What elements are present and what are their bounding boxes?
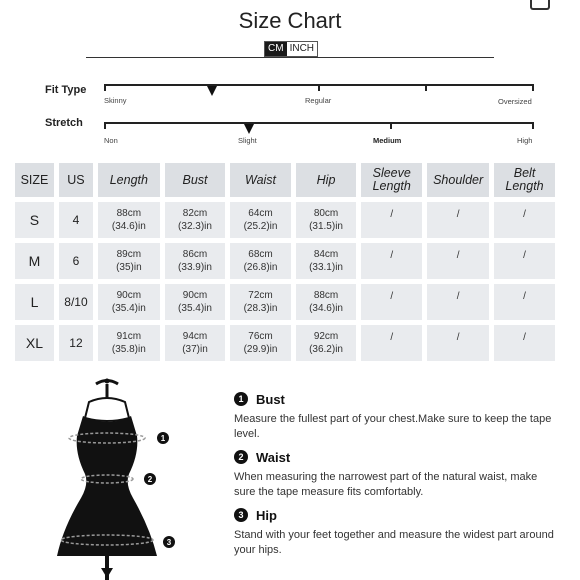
cm-value: 80cm	[313, 208, 339, 219]
waist-cell	[230, 284, 291, 320]
cm-value: 84cm	[313, 249, 339, 260]
stretch-tick	[104, 122, 106, 129]
cm-value: 72cm	[248, 290, 273, 301]
column-header: Shoulder	[427, 163, 489, 197]
waist-instruction	[234, 449, 554, 499]
us-size-cell: 8/10	[59, 284, 93, 320]
cm-value: 94cm	[182, 331, 208, 342]
fit-type-tick	[104, 84, 106, 91]
cm-value: 76cm	[248, 331, 273, 342]
size-cell: L	[15, 284, 54, 320]
inch-value: (34.6)in	[111, 221, 146, 232]
svg-text:3: 3	[166, 538, 172, 547]
cm-value: 64cm	[248, 208, 273, 219]
inch-value: (25.2)in	[243, 221, 278, 232]
instruction-text: Stand with your feet together and measure the widest part around your hips.	[234, 529, 554, 556]
column-header: Sleeve Length	[361, 163, 422, 197]
inch-value: (35)in	[116, 262, 142, 273]
length-cell	[98, 284, 160, 320]
cm-value: 88cm	[116, 208, 142, 219]
cm-value: 88cm	[313, 290, 339, 301]
column-header: Belt Length	[494, 163, 555, 197]
inch-value: (33.1)in	[309, 262, 343, 273]
inch-value: (36.2)in	[309, 344, 343, 355]
size-cell: M	[15, 243, 54, 279]
unit-inch-option[interactable]: INCH	[287, 42, 317, 56]
number-badge-3: 3	[234, 508, 248, 522]
inch-value: (35.4)in	[111, 303, 146, 314]
table-row	[15, 202, 555, 238]
inch-value: (26.8)in	[243, 262, 278, 273]
column-header: US	[59, 163, 93, 197]
fit-type-tick	[532, 84, 534, 91]
instruction-text: When measuring the narrowest part of the natural waist, make sure the tape measure fits comfortably.	[234, 471, 538, 498]
cm-value: 89cm	[116, 249, 142, 260]
cm-value: 68cm	[248, 249, 273, 260]
page-title: Size Chart	[238, 8, 342, 33]
belt-cell: /	[494, 325, 555, 361]
instruction-title: Bust	[256, 391, 285, 407]
fit-type-tick	[425, 84, 427, 91]
svg-text:1: 1	[160, 434, 166, 443]
fit-type-label: Fit Type	[45, 84, 87, 96]
stretch-tick-label: Non	[104, 136, 118, 145]
fit-type-tick	[318, 84, 320, 91]
belt-cell: /	[494, 284, 555, 320]
hip-cell	[296, 243, 357, 279]
waist-cell	[230, 325, 291, 361]
instruction-title: Hip	[256, 507, 277, 523]
number-badge-2: 2	[234, 450, 248, 464]
shoulder-cell: /	[427, 325, 489, 361]
cm-value: 90cm	[116, 290, 142, 301]
hip-cell	[296, 202, 357, 238]
unit-cm-option[interactable]: CM	[265, 42, 287, 56]
bust-cell	[165, 243, 226, 279]
stretch-tick	[532, 122, 534, 129]
column-header: SIZE	[15, 163, 54, 197]
instruction-text: Measure the fullest part of your chest.Make sure to keep the tape level.	[234, 413, 552, 440]
shoulder-cell: /	[427, 284, 489, 320]
stretch-label: Stretch	[45, 117, 83, 129]
length-cell	[98, 202, 160, 238]
stretch-tick	[390, 122, 392, 129]
shoulder-cell: /	[427, 202, 489, 238]
table-row	[15, 284, 555, 320]
stretch-tick-label: High	[517, 136, 533, 145]
hip-instruction	[234, 507, 554, 557]
fit-type-marker	[207, 86, 217, 96]
sleeve-cell: /	[361, 243, 422, 279]
fit-type-tick-label: Skinny	[104, 96, 127, 105]
dress-form-illustration	[55, 378, 185, 580]
inch-value: (35.8)in	[111, 344, 146, 355]
belt-cell: /	[494, 202, 555, 238]
fit-type-tick-label: Regular	[305, 96, 332, 105]
inch-value: (34.6)in	[309, 303, 343, 314]
length-cell	[98, 325, 160, 361]
belt-cell: /	[494, 243, 555, 279]
us-size-cell: 12	[59, 325, 93, 361]
inch-value: (32.3)in	[178, 221, 212, 232]
size-cell: XL	[15, 325, 54, 361]
title-divider	[86, 57, 494, 58]
column-header: Hip	[296, 163, 357, 197]
column-header: Bust	[165, 163, 226, 197]
length-cell	[98, 243, 160, 279]
inch-value: (28.3)in	[243, 303, 278, 314]
column-header: Waist	[230, 163, 291, 197]
bust-cell	[165, 284, 226, 320]
waist-cell	[230, 202, 291, 238]
stretch-marker	[244, 124, 254, 134]
cm-value: 92cm	[313, 331, 339, 342]
shoulder-cell: /	[427, 243, 489, 279]
hip-cell	[296, 284, 357, 320]
stretch-tick-label: Slight	[238, 136, 257, 145]
column-header: Length	[98, 163, 160, 197]
number-badge-1: 1	[234, 392, 248, 406]
inch-value: (31.5)in	[309, 221, 343, 232]
bust-cell	[165, 202, 226, 238]
size-table	[10, 158, 560, 366]
sleeve-cell: /	[361, 284, 422, 320]
cm-value: 91cm	[116, 331, 142, 342]
cm-value: 90cm	[182, 290, 208, 301]
stretch-scale-line	[104, 122, 534, 124]
table-header-row	[15, 163, 555, 197]
svg-text:2: 2	[147, 475, 153, 484]
unit-toggle[interactable]	[264, 41, 318, 57]
inch-value: (33.9)in	[178, 262, 212, 273]
cm-value: 86cm	[182, 249, 208, 260]
cm-value: 82cm	[182, 208, 208, 219]
us-size-cell: 4	[59, 202, 93, 238]
table-row	[15, 243, 555, 279]
us-size-cell: 6	[59, 243, 93, 279]
instruction-title: Waist	[256, 449, 291, 465]
sleeve-cell: /	[361, 202, 422, 238]
hip-cell	[296, 325, 357, 361]
stretch-tick-label: Medium	[373, 136, 402, 145]
sleeve-cell: /	[361, 325, 422, 361]
table-row	[15, 325, 555, 361]
size-cell: S	[15, 202, 54, 238]
inch-value: (29.9)in	[243, 344, 278, 355]
bust-cell	[165, 325, 226, 361]
fit-type-tick-label: Oversized	[498, 97, 532, 106]
inch-value: (37)in	[182, 344, 208, 355]
inch-value: (35.4)in	[178, 303, 212, 314]
waist-cell	[230, 243, 291, 279]
bust-instruction	[234, 391, 554, 441]
